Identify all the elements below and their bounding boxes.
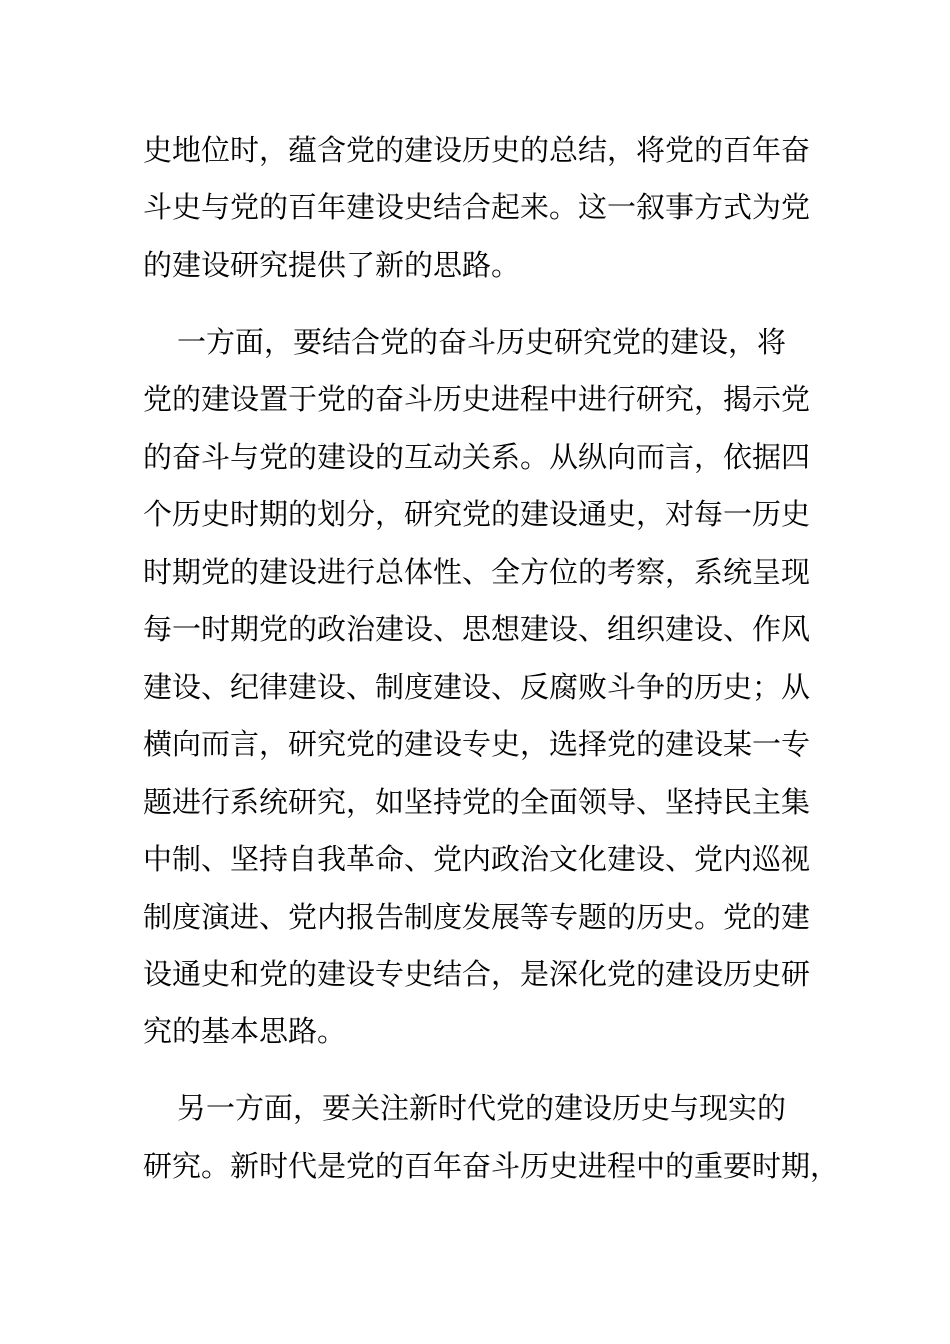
paragraph-2-line-11: 制度演进、党内报告制度发展等专题的历史。党的建 [143, 900, 811, 934]
paragraph-2-line-10: 中制、坚持自我革命、党内政治文化建设、党内巡视 [143, 842, 811, 876]
paragraph-2-line-12: 设通史和党的建设专史结合，是深化党的建设历史研 [143, 957, 811, 991]
paragraph-2-line-3: 的奋斗与党的建设的互动关系。从纵向而言，依据四 [143, 440, 811, 474]
paragraph-2-line-7: 建设、纪律建设、制度建设、反腐败斗争的历史；从 [143, 670, 811, 704]
paragraph-2-line-2: 党的建设置于党的奋斗历史进程中进行研究，揭示党 [143, 382, 811, 416]
paragraph-3-line-2: 研究。新时代是党的百年奋斗历史进程中的重要时期， [143, 1149, 840, 1183]
paragraph-2-line-13: 究的基本思路。 [143, 1014, 347, 1048]
paragraph-1-line-2: 斗史与党的百年建设史结合起来。这一叙事方式为党 [143, 190, 811, 224]
paragraph-2-line-5: 时期党的建设进行总体性、全方位的考察，系统呈现 [143, 555, 811, 589]
paragraph-1-line-3: 的建设研究提供了新的思路。 [143, 248, 521, 282]
paragraph-2-line-6: 每一时期党的政治建设、思想建设、组织建设、作风 [143, 612, 811, 646]
paragraph-2-line-9: 题进行系统研究，如坚持党的全面领导、坚持民主集 [143, 785, 811, 819]
paragraph-1-line-1: 史地位时，蕴含党的建设历史的总结，将党的百年奋 [143, 133, 811, 167]
paragraph-2-line-4: 个历史时期的划分，研究党的建设通史，对每一历史 [143, 497, 811, 531]
paragraph-2-line-1: 一方面，要结合党的奋斗历史研究党的建设，将 [177, 325, 787, 359]
paragraph-3-line-1: 另一方面，要关注新时代党的建设历史与现实的 [177, 1091, 787, 1125]
paragraph-2-line-8: 横向而言，研究党的建设专史，选择党的建设某一专 [143, 727, 811, 761]
